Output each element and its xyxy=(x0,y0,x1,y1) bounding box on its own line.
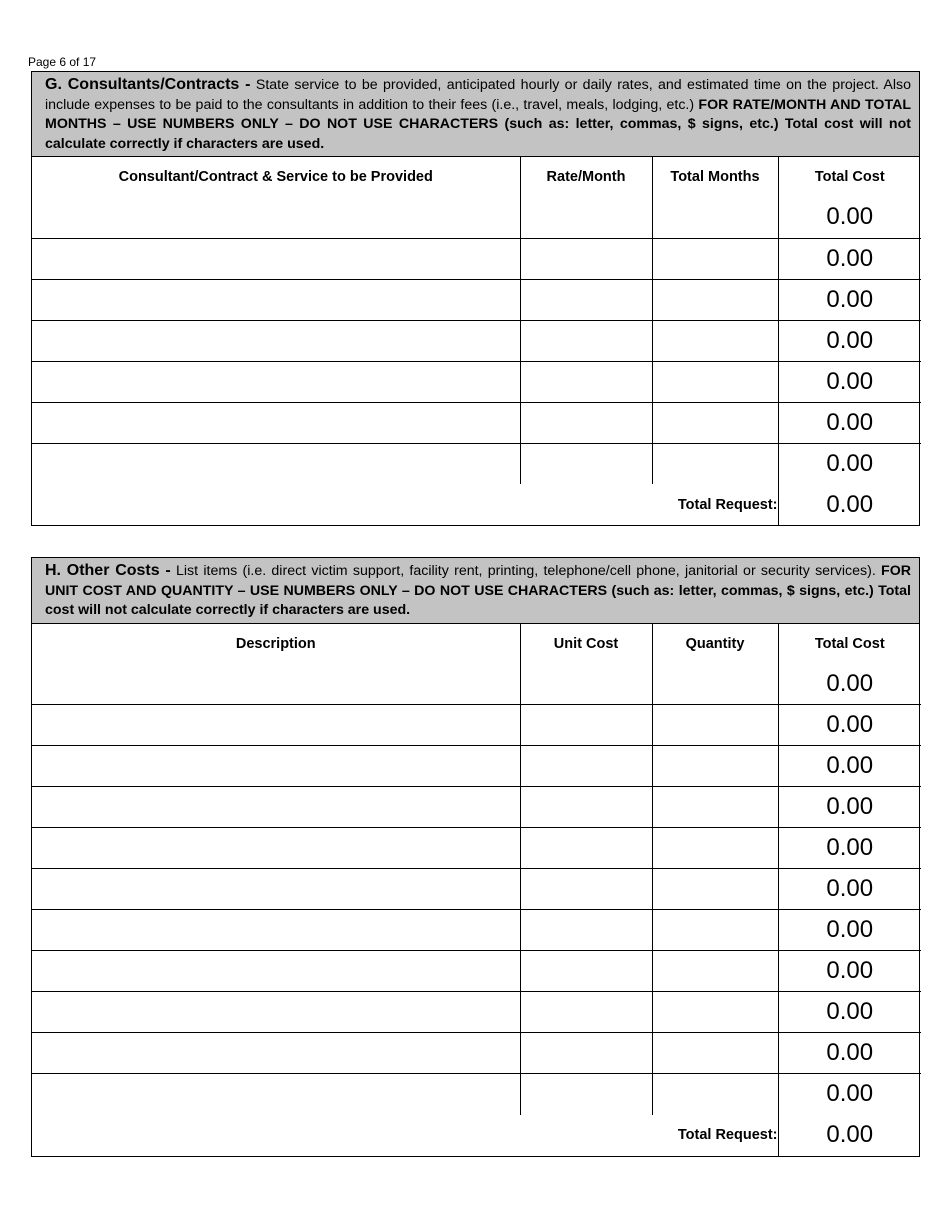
total-cost-cell: 0.00 xyxy=(778,320,921,361)
rate-month-input-cell[interactable] xyxy=(520,402,652,443)
total-cost-cell: 0.00 xyxy=(778,1074,921,1115)
service-input-cell[interactable] xyxy=(32,361,520,402)
quantity-input-cell[interactable] xyxy=(652,1074,778,1115)
service-input-cell[interactable] xyxy=(32,238,520,279)
table-row xyxy=(32,402,921,443)
table-header-row xyxy=(32,624,921,664)
description-input-cell[interactable] xyxy=(32,787,520,828)
table-row xyxy=(32,992,921,1033)
other-costs-section xyxy=(31,557,920,1157)
other-costs-section-instructions: List items (i.e. direct victim support, facility rent, printing, telephone/cell phone, janitorial or security services). xyxy=(170,563,882,579)
description-input-cell[interactable] xyxy=(32,1074,520,1115)
table-row xyxy=(32,1033,921,1074)
total-request-label: Total Request: xyxy=(32,484,778,525)
column-header-quantity: Quantity xyxy=(652,624,778,664)
table-row xyxy=(32,664,921,705)
quantity-input-cell[interactable] xyxy=(652,951,778,992)
service-input-cell[interactable] xyxy=(32,320,520,361)
page-number: Page 6 of 17 xyxy=(28,55,97,69)
table-row xyxy=(32,787,921,828)
service-input-cell[interactable] xyxy=(32,443,520,484)
description-input-cell[interactable] xyxy=(32,828,520,869)
quantity-input-cell[interactable] xyxy=(652,828,778,869)
service-input-cell[interactable] xyxy=(32,279,520,320)
quantity-input-cell[interactable] xyxy=(652,705,778,746)
total-cost-cell: 0.00 xyxy=(778,197,921,238)
column-header-unit-cost: Unit Cost xyxy=(520,624,652,664)
unit-cost-input-cell[interactable] xyxy=(520,787,652,828)
service-input-cell[interactable] xyxy=(32,402,520,443)
total-cost-cell: 0.00 xyxy=(778,746,921,787)
total-months-input-cell[interactable] xyxy=(652,402,778,443)
total-cost-cell: 0.00 xyxy=(778,705,921,746)
consultants-section-header xyxy=(32,72,919,157)
total-cost-cell: 0.00 xyxy=(778,828,921,869)
unit-cost-input-cell[interactable] xyxy=(520,746,652,787)
description-input-cell[interactable] xyxy=(32,992,520,1033)
unit-cost-input-cell[interactable] xyxy=(520,951,652,992)
table-row xyxy=(32,320,921,361)
table-row xyxy=(32,951,921,992)
other-costs-section-warning: FOR UNIT COST AND QUANTITY – USE NUMBERS ONLY – DO NOT USE CHARACTERS (such as: letter, commas, $ signs, etc.) Total cost will not calculate correctly if characters are used. xyxy=(45,563,911,618)
consultants-contracts-section xyxy=(31,71,920,526)
quantity-input-cell[interactable] xyxy=(652,869,778,910)
unit-cost-input-cell[interactable] xyxy=(520,1033,652,1074)
total-cost-cell: 0.00 xyxy=(778,402,921,443)
total-cost-cell: 0.00 xyxy=(778,361,921,402)
unit-cost-input-cell[interactable] xyxy=(520,664,652,705)
total-cost-cell: 0.00 xyxy=(778,992,921,1033)
table-row xyxy=(32,869,921,910)
description-input-cell[interactable] xyxy=(32,1033,520,1074)
total-request-row xyxy=(32,1115,921,1156)
column-header-total-months: Total Months xyxy=(652,157,778,197)
rate-month-input-cell[interactable] xyxy=(520,279,652,320)
column-header-total-cost: Total Cost xyxy=(778,157,921,197)
quantity-input-cell[interactable] xyxy=(652,992,778,1033)
consultants-section-instructions: State service to be provided, anticipated hourly or daily rates, and estimated time on the project. Also include expenses to be paid to the consultants in addition to their fees (i.e., travel, meals, lodging, etc.) xyxy=(45,77,911,113)
table-row xyxy=(32,910,921,951)
rate-month-input-cell[interactable] xyxy=(520,197,652,238)
total-months-input-cell[interactable] xyxy=(652,238,778,279)
unit-cost-input-cell[interactable] xyxy=(520,1074,652,1115)
table-row xyxy=(32,1074,921,1115)
consultants-section-warning: FOR RATE/MONTH AND TOTAL MONTHS – USE NUMBERS ONLY – DO NOT USE CHARACTERS (such as: letter, commas, $ signs, etc.) Total cost will not calculate correctly if characters are used. xyxy=(45,96,911,152)
other-costs-section-title: H. Other Costs - xyxy=(45,562,171,579)
table-header-row xyxy=(32,157,921,197)
total-cost-cell: 0.00 xyxy=(778,787,921,828)
description-input-cell[interactable] xyxy=(32,910,520,951)
table-row xyxy=(32,197,921,238)
total-cost-cell: 0.00 xyxy=(778,869,921,910)
quantity-input-cell[interactable] xyxy=(652,746,778,787)
other-costs-table xyxy=(32,624,921,1156)
total-cost-cell: 0.00 xyxy=(778,951,921,992)
total-cost-cell: 0.00 xyxy=(778,238,921,279)
column-header-rate-month: Rate/Month xyxy=(520,157,652,197)
table-row xyxy=(32,361,921,402)
description-input-cell[interactable] xyxy=(32,869,520,910)
total-months-input-cell[interactable] xyxy=(652,361,778,402)
total-request-value: 0.00 xyxy=(778,1115,921,1156)
table-row xyxy=(32,828,921,869)
other-costs-section-header xyxy=(32,558,919,624)
total-cost-cell: 0.00 xyxy=(778,1033,921,1074)
consultants-section-title: G. Consultants/Contracts - xyxy=(45,76,251,93)
quantity-input-cell[interactable] xyxy=(652,910,778,951)
unit-cost-input-cell[interactable] xyxy=(520,828,652,869)
total-request-value: 0.00 xyxy=(778,484,921,525)
quantity-input-cell[interactable] xyxy=(652,1033,778,1074)
total-cost-cell: 0.00 xyxy=(778,443,921,484)
total-request-label: Total Request: xyxy=(32,1115,778,1156)
table-row xyxy=(32,279,921,320)
unit-cost-input-cell[interactable] xyxy=(520,705,652,746)
unit-cost-input-cell[interactable] xyxy=(520,869,652,910)
total-cost-cell: 0.00 xyxy=(778,910,921,951)
column-header-total-cost: Total Cost xyxy=(778,624,921,664)
description-input-cell[interactable] xyxy=(32,664,520,705)
rate-month-input-cell[interactable] xyxy=(520,443,652,484)
unit-cost-input-cell[interactable] xyxy=(520,992,652,1033)
table-row xyxy=(32,238,921,279)
service-input-cell[interactable] xyxy=(32,197,520,238)
rate-month-input-cell[interactable] xyxy=(520,238,652,279)
total-months-input-cell[interactable] xyxy=(652,197,778,238)
total-cost-cell: 0.00 xyxy=(778,664,921,705)
description-input-cell[interactable] xyxy=(32,746,520,787)
column-header-description: Description xyxy=(32,624,520,664)
table-row xyxy=(32,443,921,484)
quantity-input-cell[interactable] xyxy=(652,787,778,828)
total-months-input-cell[interactable] xyxy=(652,443,778,484)
total-months-input-cell[interactable] xyxy=(652,320,778,361)
consultants-table xyxy=(32,157,921,525)
table-row xyxy=(32,705,921,746)
rate-month-input-cell[interactable] xyxy=(520,361,652,402)
rate-month-input-cell[interactable] xyxy=(520,320,652,361)
description-input-cell[interactable] xyxy=(32,951,520,992)
total-months-input-cell[interactable] xyxy=(652,279,778,320)
total-cost-cell: 0.00 xyxy=(778,279,921,320)
quantity-input-cell[interactable] xyxy=(652,664,778,705)
unit-cost-input-cell[interactable] xyxy=(520,910,652,951)
table-row xyxy=(32,746,921,787)
total-request-row xyxy=(32,484,921,525)
description-input-cell[interactable] xyxy=(32,705,520,746)
column-header-service: Consultant/Contract & Service to be Provided xyxy=(32,157,520,197)
